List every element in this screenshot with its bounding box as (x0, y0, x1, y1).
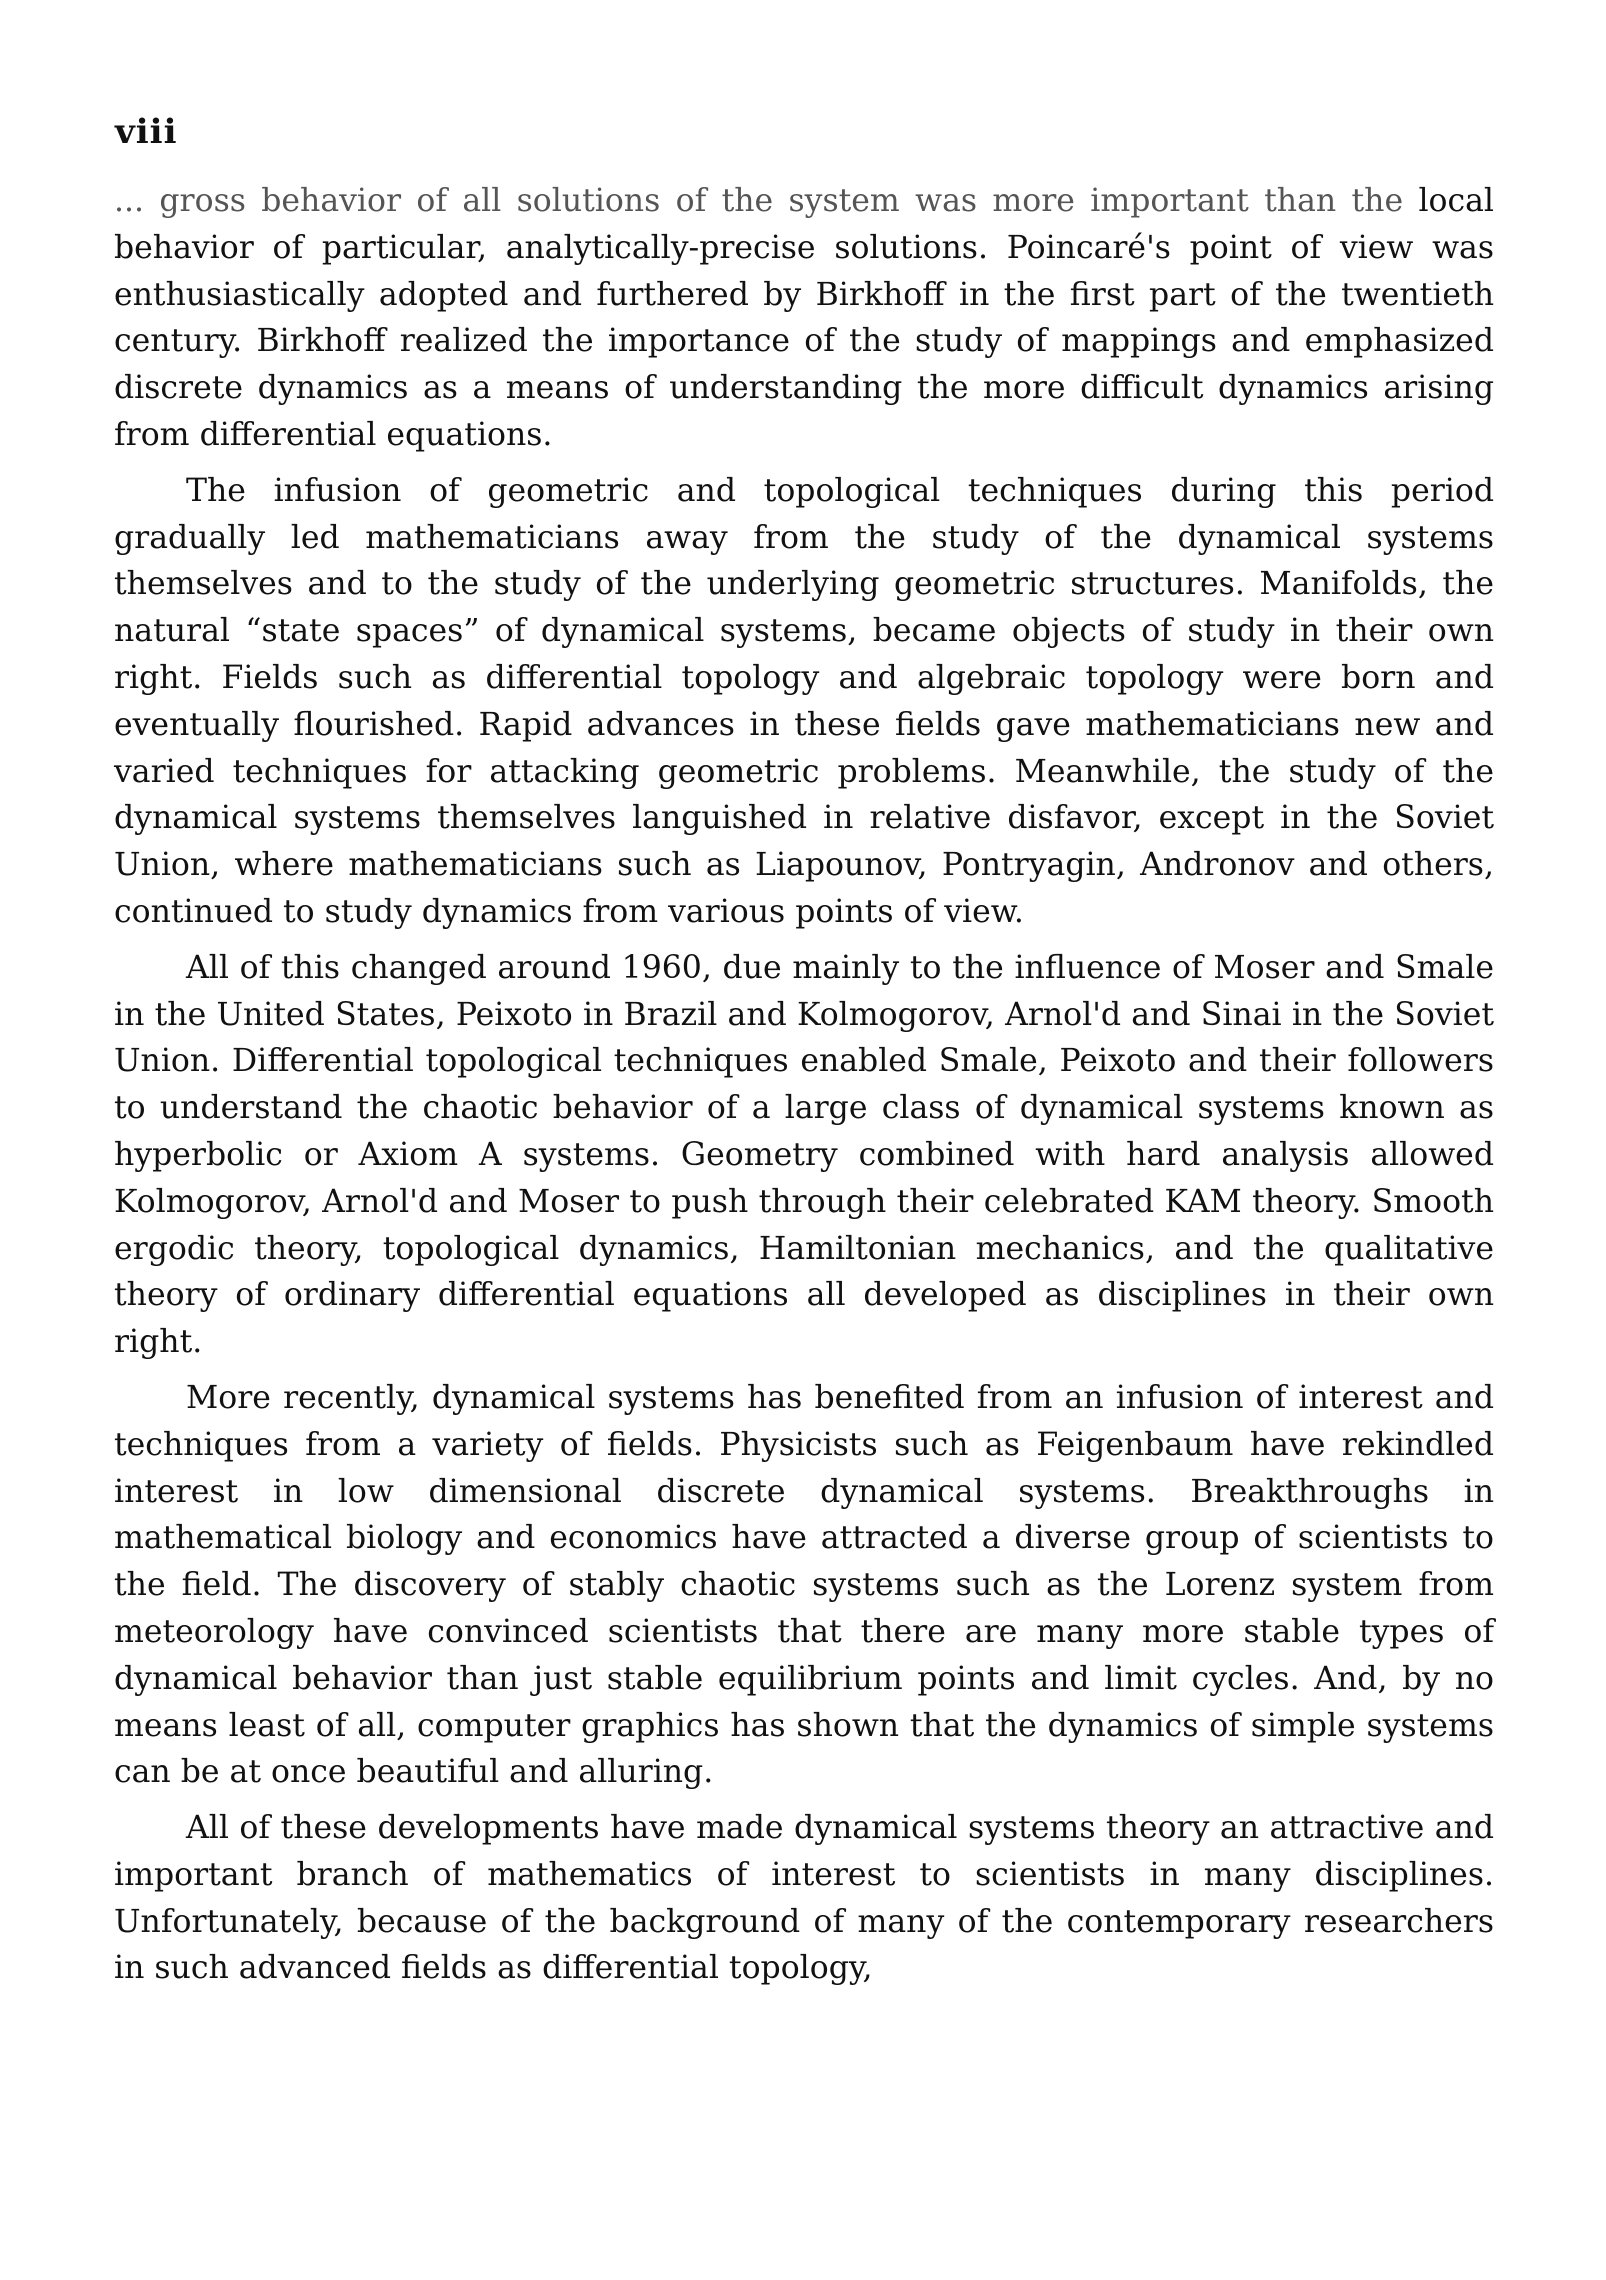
paragraph-1-faded-lead: ... gross behavior of all solutions of the system was more important than the (114, 183, 1404, 219)
paragraph-1 (114, 178, 1494, 459)
paragraph-2: The infusion of geometric and topological techniques during this period gradually led mathematicians away from the study of the dynamical systems themselves and to the study of the underlying geometric structures. Manifolds, the natural “state spaces” of dynamical systems, became objects of study in their own right. Fields such as differential topology and algebraic topology were born and eventually flourished. Rapid advances in these fields gave mathematicians new and varied techniques for attacking geometric problems. Meanwhile, the study of the dynamical systems themselves languished in relative disfavor, except in the Soviet Union, where mathematicians such as Liapounov, Pontryagin, Andronov and others, continued to study dynamics from various points of view. (114, 472, 1494, 930)
paragraph-3: All of this changed around 1960, due mainly to the influence of Moser and Smale in the United States, Peixoto in Brazil and Kolmogorov, Arnol'd and Sinai in the Soviet Union. Differential topological techniques enabled Smale, Peixoto and their followers to understand the chaotic behavior of a large class of dynamical systems known as hyperbolic or Axiom A systems. Geometry combined with hard analysis allowed Kolmogorov, Arnol'd and Moser to push through their celebrated KAM theory. Smooth ergodic theory, topological dynamics, Hamiltonian mechanics, and the qualitative theory of ordinary differential equations all developed as disciplines in their own right. (114, 949, 1494, 1361)
page-number: viii (115, 112, 178, 152)
body-text (114, 178, 1494, 2001)
paragraph-5: All of these developments have made dynamical systems theory an attractive and important branch of mathematics of interest to scientists in many disciplines. Unfortunately, because of the background of many of the contemporary researchers in such advanced fields as differential topology, (114, 1810, 1494, 1987)
paragraph-4: More recently, dynamical systems has benefited from an infusion of interest and techniques from a variety of fields. Physicists such as Feigenbaum have rekindled interest in low dimensional discrete dynamical systems. Breakthroughs in mathematical biology and economics have attracted a diverse group of scientists to the field. The discovery of stably chaotic systems such as the Lorenz system from meteorology have convinced scientists that there are many more stable types of dynamical behavior than just stable equilibrium points and limit cycles. And, by no means least of all, computer graphics has shown that the dynamics of simple systems can be at once beautiful and alluring. (114, 1379, 1494, 1791)
paragraph-1-text: local behavior of particular, analytically-precise solutions. Poincaré's point of view was enthusiastically adopted and furthered by Birkhoff in the first part of the twentieth century. Birkhoff realized the importance of the study of mappings and emphasized discrete dynamics as a means of understanding the more difficult dynamics arising from differential equations. (114, 183, 1495, 453)
